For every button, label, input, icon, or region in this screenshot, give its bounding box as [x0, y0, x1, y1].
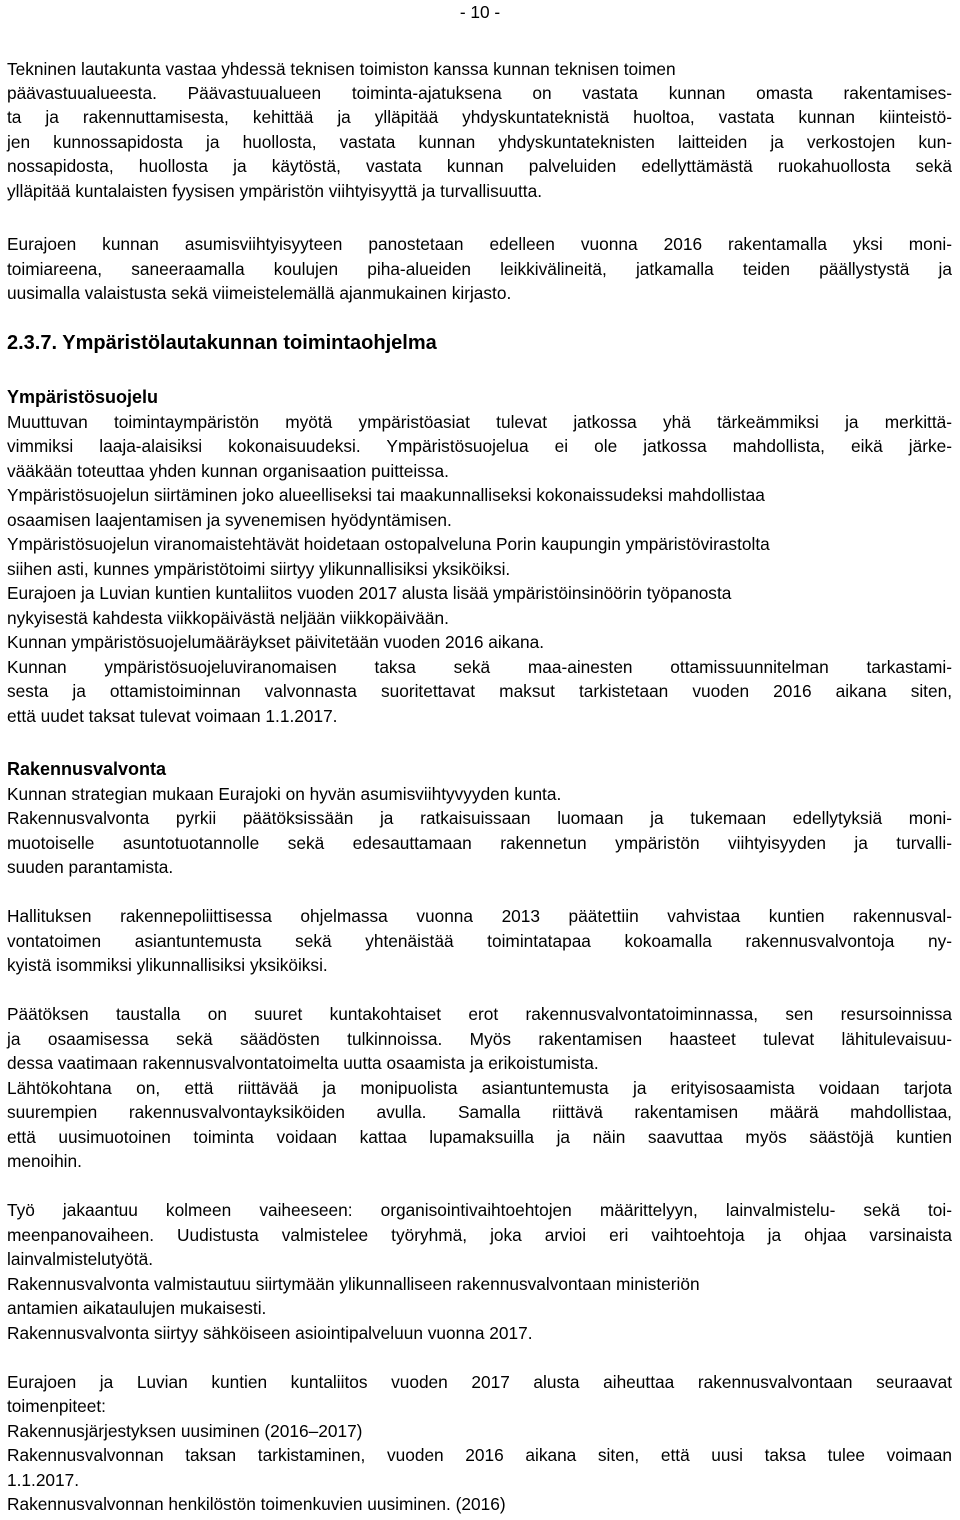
text-line: Lähtökohtana on, että riittävää ja monipuolista asiantuntemusta ja erityisosaamista voidaan tarjota: [7, 1078, 952, 1098]
text-line: Tekninen lautakunta vastaa yhdessä teknisen toimiston kanssa kunnan teknisen toimen: [7, 59, 676, 79]
section-heading: 2.3.7. Ympäristölautakunnan toimintaohjelma: [7, 332, 437, 354]
text-line: kyistä isommiksi ylikunnallisiksi yksiköiksi.: [7, 955, 328, 975]
text-line: suuden parantamista.: [7, 857, 174, 877]
text-line: Rakennusjärjestyksen uusiminen (2016–2017): [7, 1421, 363, 1441]
text-line: muotoiselle asuntotuotannolle sekä edesauttamaan rakennetun ympäristön viihtyisyyden ja turvalli-: [7, 833, 952, 853]
text-line: Päätöksen taustalla on suuret kuntakohtaiset erot rakennusvalvontatoiminnassa, sen resursoinnissa: [7, 1004, 952, 1024]
text-line: päävastuualueesta. Päävastuualueen toiminta-ajatuksena on vastata kunnan omasta rakentamises-: [7, 83, 952, 103]
subsection-heading-env: Ympäristösuojelu: [7, 387, 159, 407]
text-line: vimmiksi laaja-alaisiksi kokonaisuudeksi. Ympäristösuojelua ei ole jatkossa mahdollista, eikä järke-: [7, 436, 952, 456]
text-line: ylläpitää kuntalaisten fyysisen ympäristön viihtyisyyttä ja turvallisuutta.: [7, 181, 542, 201]
text-line: Muuttuvan toimintaympäristön myötä ympäristöasiat tulevat jatkossa yhä tärkeämmiksi ja merkittä-: [7, 412, 952, 432]
text-line: meenpanovaiheen. Uudistusta valmistelee työryhmä, joka arvioi eri vaihtoehtoja ja ohjaa varsinaista: [7, 1225, 952, 1245]
text-line: Rakennusvalvonta valmistautuu siirtymään ylikunnalliseen rakennusvalvontaan ministeriön: [7, 1274, 700, 1294]
page-number: - 10 -: [459, 2, 501, 22]
text-line: Rakennusvalvonnan taksan tarkistaminen, vuoden 2016 aikana siten, että uusi taksa tulee voimaan: [7, 1445, 952, 1465]
text-line: toimenpiteet:: [7, 1396, 106, 1416]
text-line: lainvalmistelutyötä.: [7, 1249, 153, 1269]
text-line: jen kunnossapidosta ja huollosta, vastata kunnan yhdyskuntateknisten laitteiden ja verkostojen kun-: [7, 132, 952, 152]
text-line: Ympäristösuojelun viranomaistehtävät hoidetaan ostopalveluna Porin kaupungin ympäristövirastolta: [7, 534, 770, 554]
text-line: ja osaamisessa sekä säädösten tulkinnoissa. Myös rakentamisen haasteet tulevat lähitulevaisuu-: [7, 1029, 952, 1049]
text-line: että uudet taksat tulevat voimaan 1.1.2017.: [7, 706, 338, 726]
text-line: sesta ja ottamistoiminnan valvonnasta suoritettavat maksut tarkistetaan vuoden 2016 aikana siten,: [7, 681, 952, 701]
text-line: toimiareena, saneeraamalla koulujen piha-alueiden leikkivälineitä, jatkamalla teiden päällystystä ja: [7, 259, 952, 279]
text-line: Eurajoen kunnan asumisviihtyisyyteen panostetaan edelleen vuonna 2016 rakentamalla yksi moni-: [7, 234, 952, 254]
text-line: vääkään toteuttaa yhden kunnan organisaation puitteissa.: [7, 461, 449, 481]
text-line: menoihin.: [7, 1151, 82, 1171]
text-line: Rakennusvalvonnan henkilöstön toimenkuvien uusiminen. (2016): [7, 1494, 506, 1514]
text-line: osaamisen laajentamisen ja syvenemisen hyödyntämisen.: [7, 510, 452, 530]
text-line: Kunnan ympäristösuojeluviranomaisen taksa sekä maa-ainesten ottamissuunnitelman tarkastami-: [7, 657, 952, 677]
text-line: 1.1.2017.: [7, 1470, 80, 1490]
text-line: uusimalla valaistusta sekä viimeistelemällä ajanmukainen kirjasto.: [7, 283, 512, 303]
text-line: Eurajoen ja Luvian kuntien kuntaliitos vuoden 2017 alusta lisää ympäristöinsinöörin työpanosta: [7, 583, 732, 603]
text-line: Hallituksen rakennepoliittisessa ohjelmassa vuonna 2013 päätettiin vahvistaa kuntien rakennusval-: [7, 906, 952, 926]
text-line: siihen asti, kunnes ympäristötoimi siirtyy ylikunnallisiksi yksiköiksi.: [7, 559, 511, 579]
text-line: Rakennusvalvonta pyrkii päätöksissään ja ratkaisuissaan luomaan ja tukemaan edellytyksiä moni-: [7, 808, 952, 828]
text-line: Kunnan strategian mukaan Eurajoki on hyvän asumisviihtyvyyden kunta.: [7, 784, 562, 804]
text-line: että uusimuotoinen toiminta voidaan kattaa lupamaksuilla ja näin saavuttaa myös säästöjä kuntien: [7, 1127, 952, 1147]
text-line: Eurajoen ja Luvian kuntien kuntaliitos vuoden 2017 alusta aiheuttaa rakennusvalvontaan seuraavat: [7, 1372, 952, 1392]
text-line: antamien aikataulujen mukaisesti.: [7, 1298, 267, 1318]
text-line: vontatoimen asiantuntemusta sekä yhtenäistää toimintatapaa kokoamalla rakennusvalvontoja ny-: [7, 931, 952, 951]
text-line: nossapidosta, huollosta ja käytöstä, vastata kunnan palveluiden edellyttämästä ruokahuollosta sekä: [7, 156, 952, 176]
text-line: Ympäristösuojelun siirtäminen joko alueelliseksi tai maakunnalliseksi kokonaissudeksi mahdollistaa: [7, 485, 765, 505]
text-line: dessa vaatimaan rakennusvalvontatoimelta uutta osaamista ja erikoistumista.: [7, 1053, 599, 1073]
subsection-heading-build: Rakennusvalvonta: [7, 759, 167, 779]
text-line: suurempien rakennusvalvontayksiköiden avulla. Samalla riittävä rakentamisen määrä mahdollistaa,: [7, 1102, 952, 1122]
text-line: Kunnan ympäristösuojelumääräykset päivitetään vuoden 2016 aikana.: [7, 632, 545, 652]
text-line: ta ja rakennuttamisesta, kehittää ja ylläpitää yhdyskuntateknistä huoltoa, vastata kunnan kiinteistö-: [7, 107, 952, 127]
text-line: Rakennusvalvonta siirtyy sähköiseen asiointipalveluun vuonna 2017.: [7, 1323, 533, 1343]
text-line: nykyisestä kahdesta viikkopäivästä neljään viikkopäivään.: [7, 608, 449, 628]
text-line: Työ jakaantuu kolmeen vaiheeseen: organisointivaihtoehtojen määrittelyyn, lainvalmistelu- sekä toi-: [7, 1200, 952, 1220]
